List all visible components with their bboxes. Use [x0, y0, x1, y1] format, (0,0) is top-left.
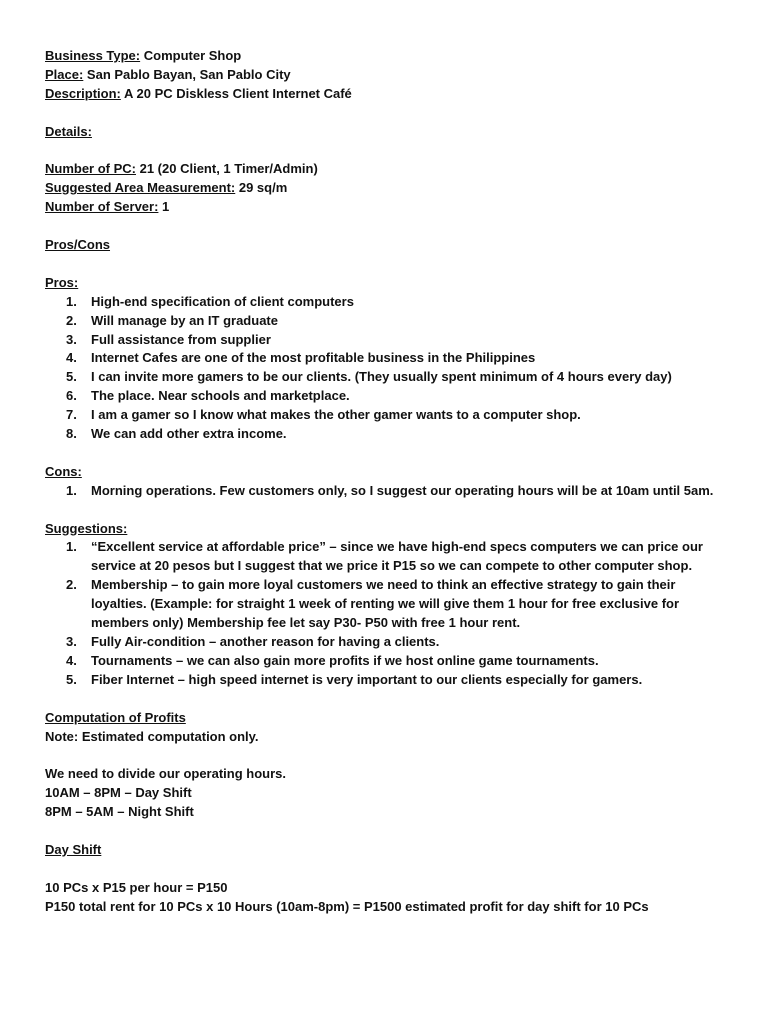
spacer: [45, 860, 735, 879]
place-line: [45, 66, 735, 85]
list-number: 1.: [66, 482, 77, 498]
spacer: [45, 217, 735, 236]
description-line: [45, 85, 735, 104]
area-value: 29 sq/m: [235, 180, 288, 196]
place-value: San Pablo Bayan, San Pablo City: [83, 66, 291, 82]
description-label: Description:: [45, 85, 121, 101]
server-value: 1: [158, 199, 170, 215]
list-text: The place. Near schools and marketplace.: [91, 388, 350, 404]
list-number: 5.: [66, 671, 77, 687]
cons-heading: Cons:: [45, 463, 82, 479]
day-shift-heading: Day Shift: [45, 841, 102, 857]
document-page: [45, 47, 735, 917]
area-line: [45, 179, 735, 198]
list-number: 2.: [66, 577, 77, 593]
server-line: [45, 198, 735, 217]
day-shift-hours: 10AM – 8PM – Day Shift: [45, 785, 192, 801]
list-number: 8.: [66, 426, 77, 442]
day-shift-calc-2: P150 total rent for 10 PCs x 10 Hours (10am-8pm) = P1500 estimated profit for day shift for 10 PCs: [45, 898, 649, 914]
proscons-heading: Pros/Cons: [45, 237, 111, 253]
list-item: [45, 652, 735, 671]
list-item: [45, 633, 735, 652]
business-type-label: Business Type:: [45, 48, 141, 63]
suggestions-list: [45, 538, 735, 689]
list-number: 4.: [66, 652, 77, 668]
description-value: A 20 PC Diskless Client Internet Café: [120, 85, 352, 101]
list-number: 2.: [66, 312, 77, 328]
list-text-line: service at 20 pesos but I suggest that we price it P15 so we can compete to other computer shop.: [91, 558, 693, 574]
list-item: [45, 293, 735, 312]
profits-heading: Computation of Profits: [45, 709, 186, 725]
list-item: [45, 671, 735, 690]
spacer: [45, 142, 735, 161]
spacer: [45, 822, 735, 841]
list-item: [45, 482, 735, 501]
suggestions-heading: Suggestions:: [45, 520, 128, 536]
list-item: [45, 387, 735, 406]
cons-list: [45, 482, 735, 501]
list-item: [45, 312, 735, 331]
spacer: [45, 104, 735, 123]
list-text-line: Fiber Internet – high speed internet is very important to our clients especially for gamers.: [91, 671, 643, 687]
spacer: [45, 444, 735, 463]
list-number: 4.: [66, 350, 77, 366]
spacer: [45, 255, 735, 274]
spacer: [45, 690, 735, 709]
list-number: 3.: [66, 634, 77, 649]
list-item: [45, 425, 735, 444]
list-item: [45, 331, 735, 350]
list-number: 1.: [66, 293, 77, 309]
list-number: 6.: [66, 388, 77, 404]
list-number: 3.: [66, 331, 77, 347]
details-heading: Details:: [45, 123, 92, 139]
business-type-value: Computer Shop: [140, 48, 242, 63]
day-shift-calc-1: 10 PCs x P15 per hour = P150: [45, 879, 228, 895]
pc-count-line: [45, 160, 735, 179]
list-number: 1.: [66, 539, 77, 555]
list-number: 7.: [66, 407, 77, 423]
list-text-line: members only) Membership fee let say P30- P50 with free 1 hour rent.: [91, 615, 521, 631]
list-text: Full assistance from supplier: [91, 331, 271, 347]
list-text: Internet Cafes are one of the most profitable business in the Philippines: [91, 350, 536, 366]
list-text: Morning operations. Few customers only, so I suggest our operating hours will be at 10am until 5am.: [91, 482, 714, 498]
list-text-line: “Excellent service at affordable price” – since we have high-end specs computers we can price our: [91, 539, 703, 555]
list-text: Will manage by an IT graduate: [91, 312, 278, 328]
list-text: I can invite more gamers to be our clients. (They usually spent minimum of 4 hours every day): [91, 369, 672, 385]
business-type-line: [45, 47, 735, 66]
list-text: High-end specification of client computers: [91, 293, 354, 309]
divide-hours-text: We need to divide our operating hours.: [45, 766, 287, 782]
pros-list: [45, 293, 735, 444]
list-text-line: Membership – to gain more loyal customers we need to think an effective strategy to gain their: [91, 577, 676, 593]
spacer: [45, 746, 735, 765]
spacer: [45, 501, 735, 520]
list-item: [45, 538, 735, 576]
profits-note: Note: Estimated computation only.: [45, 728, 259, 744]
list-text-line: Fully Air-condition – another reason for having a clients.: [91, 634, 440, 649]
place-label: Place:: [45, 66, 84, 82]
night-shift-hours: 8PM – 5AM – Night Shift: [45, 804, 194, 820]
list-item: [45, 368, 735, 387]
area-label: Suggested Area Measurement:: [45, 180, 236, 196]
list-number: 5.: [66, 369, 77, 385]
list-item: [45, 406, 735, 425]
list-item: [45, 576, 735, 633]
pc-count-label: Number of PC:: [45, 161, 136, 177]
list-text: I am a gamer so I know what makes the other gamer wants to a computer shop.: [91, 407, 581, 423]
list-text-line: loyalties. (Example: for straight 1 week of renting we will give them 1 hour for free exclusive for: [91, 596, 680, 612]
server-label: Number of Server:: [45, 199, 159, 215]
list-item: [45, 349, 735, 368]
pc-count-value: 21 (20 Client, 1 Timer/Admin): [136, 161, 318, 177]
list-text-line: Tournaments – we can also gain more profits if we host online game tournaments.: [91, 652, 599, 668]
pros-heading: Pros:: [45, 274, 79, 290]
list-text: We can add other extra income.: [91, 426, 287, 442]
